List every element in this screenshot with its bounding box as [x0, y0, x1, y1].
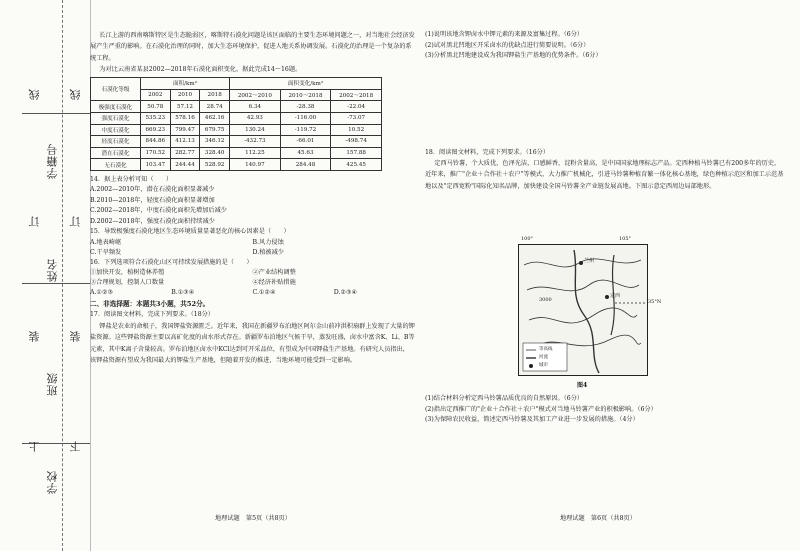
mark-line-2: 线 — [69, 88, 82, 100]
longitude-label: 100° — [521, 236, 534, 242]
cell: 140.97 — [230, 159, 281, 171]
period-header: 2010～2018 — [280, 89, 331, 101]
table-row — [91, 159, 382, 171]
cell: -116.00 — [280, 112, 331, 124]
cell: -73.07 — [331, 112, 382, 124]
cell: 282.77 — [170, 147, 200, 159]
legend-river-label: 河流 — [539, 355, 548, 360]
row-label: 无石漠化 — [91, 159, 141, 171]
table-header-area: 面积/km² — [140, 78, 229, 90]
cell: 578.16 — [170, 112, 200, 124]
q16-items-row-2 — [90, 278, 415, 288]
table-header-type: 石漠化等级 — [91, 78, 141, 101]
q16-option-b: B.①③④ — [171, 289, 195, 297]
desertification-table — [90, 77, 382, 171]
cell: 462.16 — [200, 112, 230, 124]
q17-part-1: (1)说明该地含钾卤水中钾元素的来源及富集过程。（6分） — [425, 31, 584, 38]
intro-text-2: 为对比云南省某县2002—2018年石漠化面积变化，据此完成14～16题。 — [99, 65, 302, 73]
q16-option-c: C.①②④ — [252, 289, 276, 297]
page-6-footer: 地理试题 第6页（共8页） — [560, 515, 636, 522]
row-label: 潜在石漠化 — [91, 147, 141, 159]
mark-shang: 上 — [28, 440, 41, 452]
q15-options-row-2 — [90, 248, 415, 258]
city-marker — [579, 261, 583, 265]
table-row — [91, 101, 382, 113]
q18-part-1: (1)结合材料分析定西马铃薯品质优良的自然原因。（6分） — [425, 395, 584, 402]
q16-options — [90, 288, 415, 298]
student-id-line — [22, 113, 90, 114]
cell: 679.75 — [200, 124, 230, 136]
q16-item-2: ②产业结构调整 — [252, 269, 296, 277]
cell: -22.04 — [331, 101, 382, 113]
row-label: 轻度石漠化 — [91, 136, 141, 148]
year-header: 2002 — [140, 89, 170, 101]
cell: 157.88 — [331, 147, 382, 159]
cell: 244.44 — [170, 159, 200, 171]
q17-part-2: (2)试对黑北凹地区开采卤水的优缺点进行简要说明。（6分） — [425, 41, 590, 49]
contour-value: 3000 — [539, 297, 552, 303]
cell: 112.25 — [230, 147, 281, 159]
legend-city-symbol — [529, 364, 533, 368]
contour-line — [527, 280, 639, 291]
student-id-label: 学籍号 — [46, 143, 59, 179]
cell: 799.47 — [170, 124, 200, 136]
q18-part-2: (2)指出定西推广的"企业＋合作社＋农户"模式对当地马铃薯产业的积极影响。（6分） — [425, 405, 657, 413]
table-row — [91, 112, 382, 124]
q16-option-a: A.①②③ — [90, 289, 114, 297]
page-5 — [90, 30, 415, 535]
year-header: 2018 — [200, 89, 230, 101]
cut-line — [62, 0, 63, 551]
row-label: 中度石漠化 — [91, 124, 141, 136]
mark-ding-2: 订 — [69, 215, 82, 227]
intro-text: 长江上游的西南喀斯特区是生态脆弱区，喀斯特石漠化问题是该区面临的主要生态环境问题之一，对当地社会经济发展产生严重的影响。在石漠化治理的同时，加大生态环境保护，促进人地关系协调发展。石漠化的治理是一个复杂的系统工程。 — [90, 32, 415, 62]
q16-items-row-1 — [90, 268, 415, 278]
q15-options-row-1 — [90, 238, 415, 248]
cell: 528.92 — [200, 159, 230, 171]
name-line — [22, 283, 90, 284]
section-2-title: 二、非选择题：本题共3小题，共52分。 — [90, 300, 210, 309]
legend-contour-label: 等高线 — [539, 347, 553, 352]
q16-item-3: ③合理规划，控制人口数量 — [90, 279, 165, 287]
contour-line — [529, 308, 637, 323]
year-header: 2010 — [170, 89, 200, 101]
question-15: 15．导致极强度石漠化地区生态环境质量显著恶化的核心因素是（ ） — [90, 228, 290, 236]
cell: 669.23 — [140, 124, 170, 136]
table-row — [91, 136, 382, 148]
q14-option-b: B.2010—2018年，轻度石漠化面积显著增加 — [90, 196, 215, 204]
legend-city-label: 城市 — [539, 363, 548, 368]
q16-item-4: ④经济补贴措施 — [252, 279, 296, 287]
name-label: 姓名 — [46, 258, 59, 282]
table-row — [91, 124, 382, 136]
cell: -498.74 — [331, 136, 382, 148]
q14-option-c: C.2002—2018年，中度石漠化面积先增加后减少 — [90, 207, 227, 215]
cell: 284.48 — [280, 159, 331, 171]
question-17: 17．阅读图文材料，完成下列要求。（18分） — [90, 311, 215, 319]
longitude-label: 105° — [619, 236, 632, 242]
cell: 170.52 — [140, 147, 170, 159]
period-header: 2002～2010 — [230, 89, 281, 101]
cell: 844.86 — [140, 136, 170, 148]
city-marker — [605, 295, 609, 299]
page-6 — [425, 30, 785, 535]
q15-option-c: C.干旱频发 — [90, 248, 122, 256]
question-18: 18．阅读图文材料，完成下列要求。（16分） — [425, 148, 550, 156]
q15-option-b: B.风力侵蚀 — [252, 238, 284, 246]
city-label-dingxi: 定西 — [610, 293, 621, 299]
cell: 425.45 — [331, 159, 382, 171]
terrain-map — [518, 236, 662, 376]
mark-xia: 下 — [69, 440, 82, 452]
city-label-lanzhou: 兰州 — [584, 258, 595, 264]
class-label: 班级 — [46, 372, 59, 396]
cell: 50.78 — [140, 101, 170, 113]
question-14: 14．据上表分析可知（ ） — [90, 175, 173, 183]
period-header: 2002～2018 — [331, 89, 382, 101]
cell: 45.63 — [280, 147, 331, 159]
cell: 130.24 — [230, 124, 281, 136]
q18-part-3: (3)为保障农民收益，简述定西马铃薯及其加工产业进一步发展的措施。（4分） — [425, 416, 639, 423]
table-header-change: 面积变化/km² — [230, 78, 382, 90]
latitude-label: 35°N — [648, 299, 662, 305]
cell: 6.34 — [230, 101, 281, 113]
mark-ding: 订 — [28, 215, 41, 227]
cell: 346.12 — [200, 136, 230, 148]
cell: 57.12 — [170, 101, 200, 113]
q14-option-d: D.2002—2018年，强度石漠化面积持续减少 — [90, 217, 215, 225]
page-5-footer: 地理试题 第5页（共8页） — [215, 515, 291, 522]
q14-option-a: A.2002—2010年，潜在石漠化面积显著减少 — [90, 186, 215, 194]
mark-zhuang-2: 装 — [69, 330, 82, 342]
question-16: 16．下列选项符合石漠化山区可持续发展措施的是（ ） — [90, 258, 253, 266]
row-label: 强度石漠化 — [91, 112, 141, 124]
cell: 103.47 — [140, 159, 170, 171]
q17-part-3: (3)分析黑北凹地建设成为我国钾盐生产基地的优势条件。（6分） — [425, 52, 602, 59]
binding-margin — [0, 0, 91, 551]
mark-zhuang: 装 — [28, 330, 41, 342]
river — [574, 250, 599, 373]
cell: -66.01 — [280, 136, 331, 148]
school-label: 学校 — [46, 470, 59, 494]
q15-option-a: A.地表崎岖 — [90, 238, 122, 246]
cell: 28.74 — [200, 101, 230, 113]
cell: 328.40 — [200, 147, 230, 159]
cell: -432.73 — [230, 136, 281, 148]
table-row — [91, 147, 382, 159]
figure-caption: 图4 — [577, 382, 588, 389]
row-label: 极强度石漠化 — [91, 101, 141, 113]
cell: -28.38 — [280, 101, 331, 113]
q16-option-d: D.②③④ — [333, 289, 358, 297]
q18-material: 定西马铃薯，个大质优，色泽光洁，口感鲜香，淀粉含量高，是中国国家地理标志产品。定西种植马铃薯已有200多年的历史，近年来，推广"企业＋合作社＋农户"等模式，大力推广机械化，引进马铃薯种植育繁一体化核心基地，绿色种植示范区和加工示范基地以及"定西宽粉"国际化知名品牌，加快建设全国马铃薯全产业链发展高地。下图示意定西周边局部地形。 — [425, 160, 784, 190]
cell: -119.72 — [280, 124, 331, 136]
cell: 412.13 — [170, 136, 200, 148]
q17-material: 钾盐是农业的命根子，我国钾盐资源匮乏。近年来，我国在新疆罗布泊地区阿尔金山前冲洪积扇群上发现了大量的钾盐资源。这些钾盐资源主要以高矿化度的卤水形式存在。新疆罗布泊地区气候干旱，蒸发旺盛，卤水中富含K、Li、B等元素，其中K离子含量较高。罗布泊地区卤水中KCl达到可开采品位，有望成为中国钾盐生产基地。有研究人员指出，该钾盐资源有望成为我国最大的钾盐生产基地，但随着开发的推进，当地环境可能受到一定影响。 — [90, 322, 415, 364]
mark-line: 线 — [28, 88, 41, 100]
cell: 535.23 — [140, 112, 170, 124]
q16-item-1: ①加快开发，植树造林养殖 — [90, 269, 165, 277]
cell: 10.52 — [331, 124, 382, 136]
q15-option-d: D.植被减少 — [252, 248, 284, 256]
cell: 42.93 — [230, 112, 281, 124]
